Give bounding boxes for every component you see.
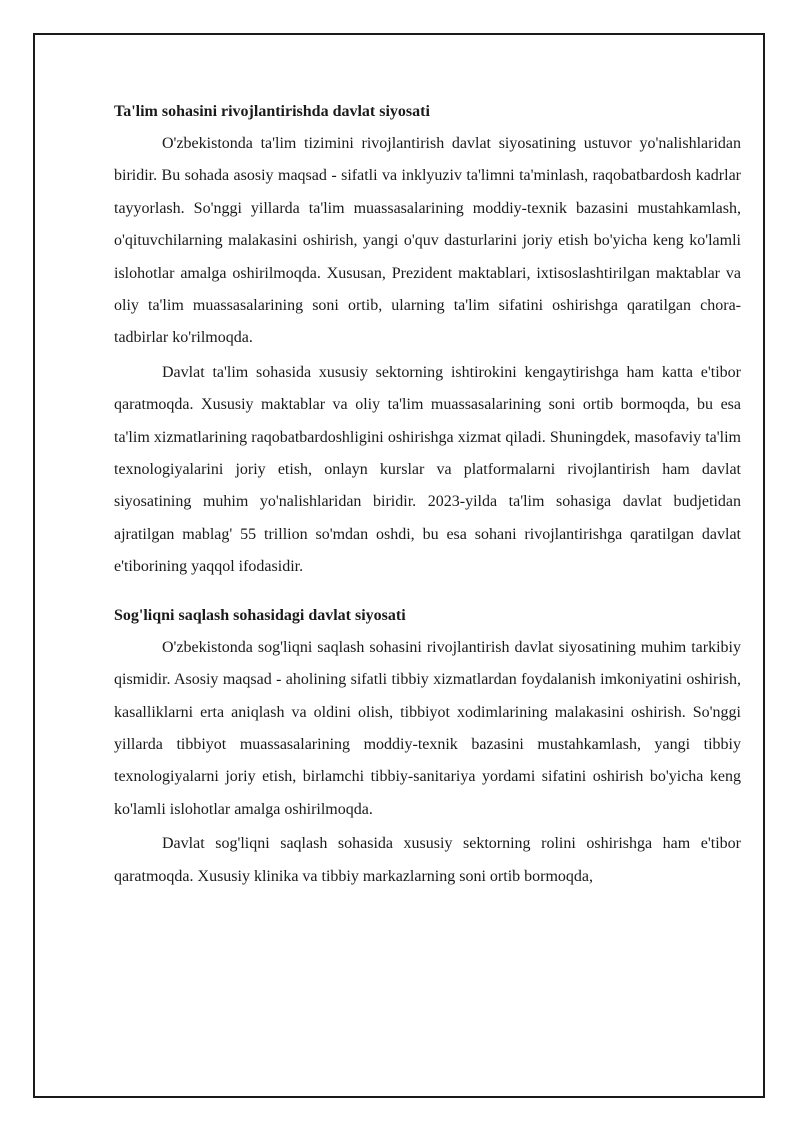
section-heading-healthcare: Sog'liqni saqlash sohasidagi davlat siyosati: [114, 606, 406, 624]
paragraph-healthcare-2: Davlat sog'liqni saqlash sohasida xususiy sektorning rolini oshirishga ham e'tibor qaratmoqda. Xususiy klinika va tibbiy markazlarning soni ortib bormoqda,: [114, 835, 741, 885]
paragraph-education-2: Davlat ta'lim sohasida xususiy sektorning ishtirokini kengaytirishga ham katta e'tibor qaratmoqda. Xususiy maktablar va oliy ta'lim muassasalarining soni ortib bormoqda, bu esa ta'lim xizmatlarining raqobatbardoshligini oshirishga xizmat qiladi. Shuningdek, masofaviy ta'lim texnologiyalarini joriy etish, onlayn kurslar va platformalarni rivojlantirish ham davlat siyosatining muhim yo'nalishlaridan biridir. 2023-yilda ta'lim sohasiga davlat budjetidan ajratilgan mablag' 55 trillion so'mdan oshdi, bu esa sohani rivojlantirishga qaratilgan davlat e'tiborining yaqqol ifodasidir.: [114, 363, 741, 576]
document-body: [114, 96, 741, 895]
paragraph-education-1: O'zbekistonda ta'lim tizimini rivojlantirish davlat siyosatining ustuvor yo'nalishlaridan biridir. Bu sohada asosiy maqsad - sifatli va inklyuziv ta'limni ta'minlash, raqobatbardosh kadrlar tayyorlash. So'nggi yillarda ta'lim muassasalarining moddiy-texnik bazasini mustahkamlash, o'qituvchilarning malakasini oshirish, yangi o'quv dasturlarini joriy etish bo'yicha keng ko'lamli islohotlar amalga oshirilmoqda. Xususan, Prezident maktablari, ixtisoslashtirilgan maktablar va oliy ta'lim muassasalarining soni ortib, ularning ta'lim sifatini oshirishga qaratilgan chora-tadbirlar ko'rilmoqda.: [114, 135, 741, 347]
paragraph-healthcare-1: O'zbekistonda sog'liqni saqlash sohasini rivojlantirish davlat siyosatining muhim tarkibiy qismidir. Asosiy maqsad - aholining sifatli tibbiy xizmatlardan foydalanish imkoniyatini oshirish, kasalliklarni erta aniqlash va oldini olish, tibbiyot xodimlarining malakasini oshirish. So'nggi yillarda tibbiyot muassasalarining moddiy-texnik bazasini mustahkamlash, yangi tibbiy texnologiyalarni joriy etish, birlamchi tibbiy-sanitariya yordami sifatini oshirish bo'yicha keng ko'lamli islohotlar amalga oshirilmoqda.: [114, 638, 741, 818]
section-heading-education: Ta'lim sohasini rivojlantirishda davlat siyosati: [114, 103, 430, 120]
